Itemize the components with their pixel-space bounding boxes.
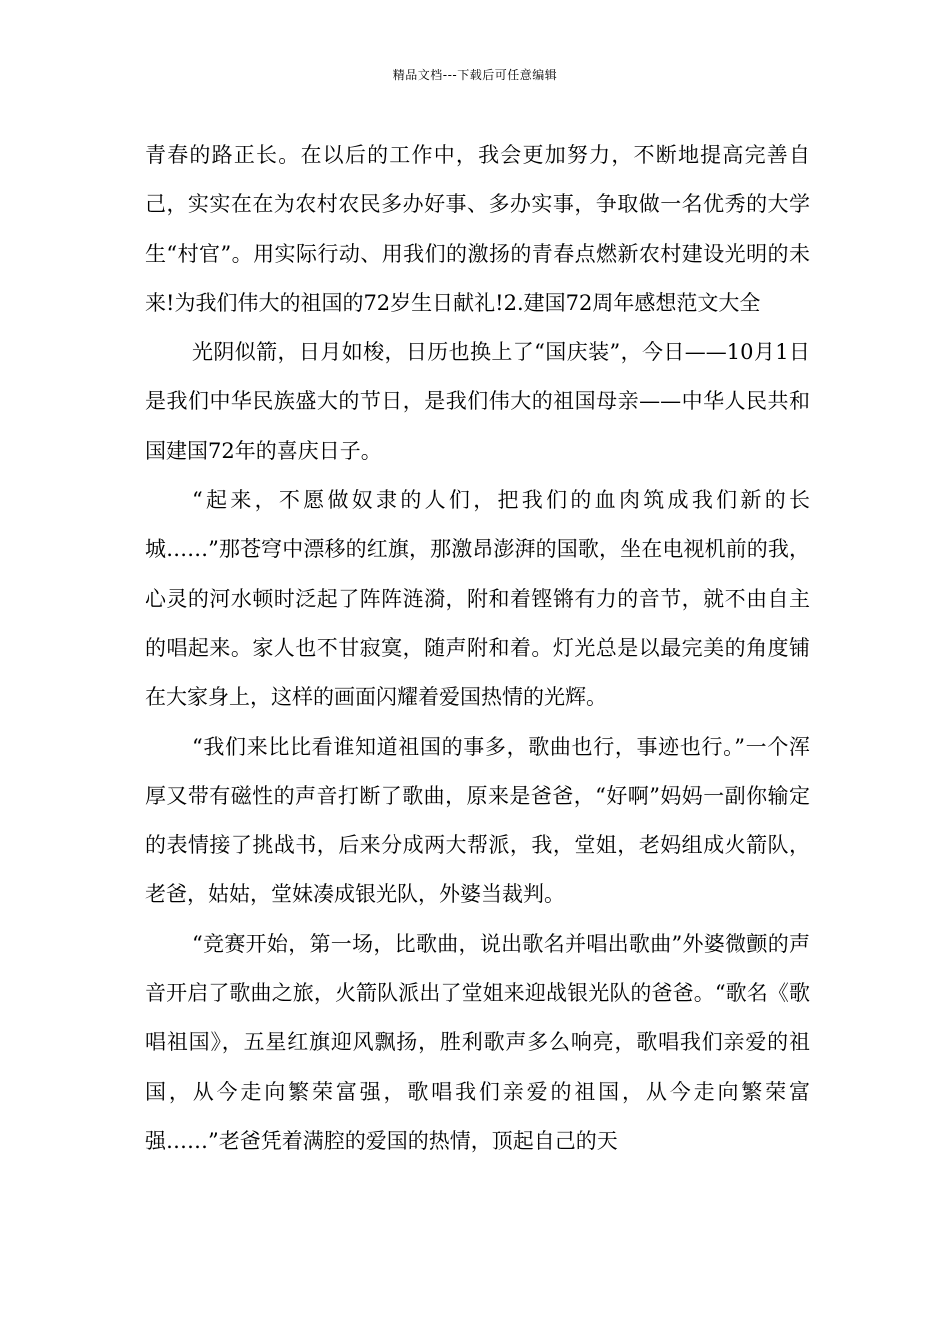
paragraph-4: “我们来比比看谁知道祖国的事多，歌曲也行，事迹也行。”一个浑厚又带有磁性的声音打断了歌曲，原来是爸爸，“好啊”妈妈一副你输定的表情接了挑战书，后来分成两大帮派，我，堂姐，老妈组成火箭队，老爸，姑姑，堂妹凑成银光队，外婆当裁判。 (145, 734, 810, 907)
paragraph-2: 光阴似箭，日月如梭，日历也换上了“国庆装”，今日——10月1日是我们中华民族盛大的节日，是我们伟大的祖国母亲——中华人民共和国建国72年的喜庆日子。 (145, 340, 810, 463)
page-header: 精品文档---下载后可任意编辑 (392, 68, 558, 82)
paragraph-1: 青春的路正长。在以后的工作中，我会更加努力，不断地提高完善自己，实实在在为农村农民多办好事、多办实事，争取做一名优秀的大学生“村官”。用实际行动、用我们的激扬的青春点燃新农村建设光明的未来!为我们伟大的祖国的72岁生日献礼!2.建国72周年感想范文大全 (145, 143, 810, 315)
paragraph-5: “竞赛开始，第一场，比歌曲，说出歌名并唱出歌曲”外婆微颤的声音开启了歌曲之旅，火箭队派出了堂姐来迎战银光队的爸爸。“歌名《歌唱祖国》，五星红旗迎风飘扬，胜利歌声多么响亮，歌唱我们亲爱的祖国，从今走向繁荣富强，歌唱我们亲爱的祖国，从今走向繁荣富强……”老爸凭着满腔的爱国的热情，顶起自己的天 (145, 931, 810, 1153)
document-body (145, 131, 810, 1166)
paragraph-3: “起来，不愿做奴隶的人们，把我们的血肉筑成我们新的长城……”那苍穹中漂移的红旗，那激昂澎湃的国歌，坐在电视机前的我，心灵的河水顿时泛起了阵阵涟漪，附和着铿锵有力的音节，就不由自主的唱起来。家人也不甘寂寞，随声附和着。灯光总是以最完美的角度铺在大家身上，这样的画面闪耀着爱国热情的光辉。 (145, 488, 810, 710)
